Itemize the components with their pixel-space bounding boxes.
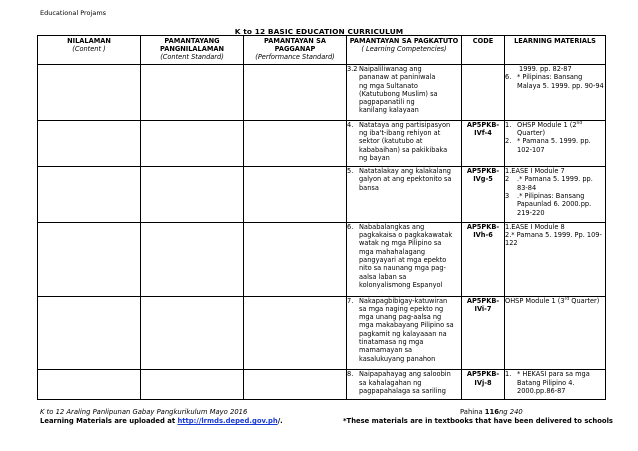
competency-line: nito sa naunang mga pag- — [359, 264, 446, 273]
col-header-sub: (Content Standard) — [160, 53, 224, 61]
material-item — [505, 167, 605, 175]
competency-line: bansa — [359, 183, 379, 192]
col-header-learning-materials — [505, 36, 606, 65]
code-line: AP5PKB- — [466, 370, 500, 379]
col-header-performance-standard — [244, 36, 347, 65]
col-header-content-standard — [141, 36, 244, 65]
code-cell — [462, 222, 505, 296]
code-line: IVh-6 — [473, 231, 493, 240]
material-number: 2. — [505, 137, 512, 146]
competency-line: Nakapagbibigay-katuwiran — [359, 296, 448, 305]
material-number: 1. — [505, 370, 512, 379]
material-text — [517, 175, 605, 192]
material-text — [519, 65, 605, 73]
material-item — [505, 223, 605, 231]
col-header-main: NILALAMAN — [67, 37, 111, 45]
col-header-content — [38, 36, 141, 65]
material-item — [505, 73, 605, 90]
empty-cell — [244, 222, 347, 296]
code-line: AP5PKB- — [466, 120, 500, 129]
competency-line: mga mahahalagang — [359, 247, 426, 256]
col-header-main: CODE — [472, 37, 494, 45]
curriculum-table — [37, 35, 606, 400]
material-text-main: 2.* Pamana 5. 1999. Pp. 109-122 — [505, 231, 602, 248]
competency-cell — [347, 167, 462, 223]
code-line: IVi-7 — [474, 304, 492, 313]
empty-cell — [141, 65, 244, 121]
code-line: IVg-5 — [473, 175, 493, 184]
competency-line: galyon at ang epektonito sa — [359, 175, 452, 184]
col-header-code — [462, 36, 505, 65]
header-row — [38, 36, 606, 65]
upload-prefix: Learning Materials are uploaded at — [40, 417, 178, 425]
material-item — [505, 231, 605, 248]
footer-page-number — [460, 408, 523, 416]
empty-cell — [244, 120, 347, 167]
materials-cell — [505, 296, 606, 370]
competency-line: kolonyalismong Espanyol — [359, 280, 443, 289]
page-prefix: Pahina — [460, 408, 485, 416]
table-row — [38, 370, 606, 400]
ordinal-suffix: nd — [576, 120, 583, 126]
empty-cell — [244, 65, 347, 121]
material-text-main: * HEKASI para sa mga Batang Pilipino 4. 2000.pp.86-87 — [517, 370, 590, 395]
competency-text — [359, 297, 461, 363]
footer-upload-note — [40, 417, 283, 425]
empty-cell — [38, 296, 141, 370]
empty-cell — [141, 167, 244, 223]
material-item — [505, 370, 605, 395]
col-header-main: LEARNING MATERIALS — [514, 37, 596, 45]
competency-line: pagkamit ng kalayaaan na — [359, 329, 447, 338]
competency-cell — [347, 296, 462, 370]
document-title: K to 12 BASIC EDUCATION CURRICULUM — [234, 27, 404, 36]
code-cell — [462, 370, 505, 400]
competency-number: 7. — [347, 296, 354, 305]
competency-cell — [347, 222, 462, 296]
materials-cell — [505, 370, 606, 400]
competency-line: pananaw at paniniwala — [359, 73, 436, 82]
competency-line: Nababalangkas ang — [359, 222, 425, 231]
empty-cell — [141, 222, 244, 296]
empty-cell — [38, 120, 141, 167]
competency-number: 3.2 — [347, 65, 358, 73]
empty-cell — [141, 120, 244, 167]
competency-line: kanilang kalayaan — [359, 106, 419, 115]
material-text-after: Quarter) — [569, 296, 600, 305]
material-item — [505, 65, 605, 73]
table-row — [38, 222, 606, 296]
code-line: AP5PKB- — [466, 222, 500, 231]
code-cell — [462, 296, 505, 370]
material-text-main: 1999. pp. 82-87 — [519, 65, 572, 73]
competency-line: Naipapahayag ang saloobin — [359, 370, 451, 379]
material-text — [517, 73, 605, 90]
empty-cell — [38, 167, 141, 223]
competency-line: kasalukuyang panahon — [359, 354, 436, 363]
competency-line: pagpapahalaga sa sariling — [359, 386, 446, 395]
empty-cell — [244, 167, 347, 223]
material-text-main: 1.EASE I Module 7 — [505, 167, 565, 176]
empty-cell — [38, 370, 141, 400]
material-text-main: .* Pamana 5. 1999. pp. 83-84 — [517, 175, 593, 192]
competency-line: pagkakaisa o pagkakawatak — [359, 231, 453, 240]
competency-line: Natatalakay ang kalakalang — [359, 167, 451, 176]
code-line: IVf-4 — [474, 128, 492, 137]
lrmds-link[interactable]: http://lrmds.deped.gov.ph — [177, 417, 278, 425]
col-header-main: PAMANTAYANG PANGNILALAMAN — [159, 37, 225, 53]
material-text-main: 1.EASE I Module 8 — [505, 222, 565, 231]
col-header-main: PAMANTAYAN SA PAGGANAP — [264, 37, 326, 53]
code-line: AP5PKB- — [466, 296, 500, 305]
competency-text — [359, 167, 461, 192]
material-text-after: Quarter) — [517, 128, 546, 137]
competency-line: mamamayan sa — [359, 346, 413, 355]
materials-cell — [505, 120, 606, 167]
code-cell — [462, 65, 505, 121]
footer-textbook-note: *These materials are in textbooks that have been delivered to schools — [343, 417, 613, 425]
code-line: AP5PKB- — [466, 167, 500, 176]
upload-suffix: /. — [277, 417, 283, 425]
material-number: 6. — [505, 73, 512, 82]
competency-cell — [347, 370, 462, 400]
competency-cell — [347, 65, 462, 121]
material-text-main: .* Pilipinas: Bansang Papaunlad 6. 2000.pp. 219-220 — [517, 192, 592, 217]
code-cell — [462, 120, 505, 167]
competency-line: Natataya ang partisipasyon — [359, 120, 451, 129]
competency-line: aalsa laban sa — [359, 272, 407, 281]
material-text — [517, 121, 605, 138]
material-text — [517, 137, 605, 154]
competency-text — [359, 223, 461, 289]
competency-line: sa mga naging epekto ng — [359, 304, 444, 313]
competency-line: sa kahalagahan ng — [359, 378, 422, 387]
table-row — [38, 65, 606, 121]
competency-text — [359, 370, 461, 395]
material-text — [517, 370, 605, 395]
ordinal-suffix: rd — [564, 296, 570, 302]
competency-line: ng mga Sultanato — [359, 81, 418, 90]
material-item — [505, 192, 605, 217]
empty-cell — [141, 370, 244, 400]
material-item — [505, 137, 605, 154]
competency-line: tinatamasa ng mga — [359, 338, 424, 347]
material-text-main: * Pilipinas: Bansang Malaya 5. 1999. pp. 90-94 — [517, 73, 604, 90]
empty-cell — [38, 222, 141, 296]
table-row — [38, 296, 606, 370]
competency-number: 5. — [347, 167, 354, 176]
empty-cell — [141, 296, 244, 370]
materials-cell — [505, 222, 606, 296]
page-header-label: Educational Projams — [40, 9, 107, 17]
material-text — [517, 192, 605, 217]
competency-line: watak ng mga Pilipino sa — [359, 239, 442, 248]
table-row — [38, 120, 606, 167]
competency-text — [359, 121, 461, 162]
material-number: 1. — [505, 120, 512, 129]
col-header-sub: ( Learning Competencies) — [361, 45, 447, 53]
page-suffix: ng 240 — [499, 408, 523, 416]
competency-line: ng bayan — [359, 153, 390, 162]
material-item — [505, 297, 605, 305]
material-text — [505, 223, 605, 231]
competency-number: 4. — [347, 120, 354, 129]
competency-cell — [347, 120, 462, 167]
competency-line: Naipaliliwanag ang — [359, 65, 422, 73]
footer-guide-title: K to 12 Araling Panlipunan Gabay Pangkurikulum Mayo 2016 — [40, 408, 248, 416]
page-num: 116 — [484, 408, 499, 416]
empty-cell — [244, 296, 347, 370]
competency-line: pangyayari at mga epekto — [359, 255, 447, 264]
empty-cell — [38, 65, 141, 121]
competency-line: kababaihan) sa pakikibaka — [359, 145, 448, 154]
material-item — [505, 175, 605, 192]
col-header-sub: (Content ) — [72, 45, 106, 53]
code-line: IVj-8 — [474, 378, 492, 387]
competency-line: sektor (katutubo at — [359, 137, 423, 146]
col-header-learning-competencies — [347, 36, 462, 65]
competency-line: ng iba't-ibang rehiyon at — [359, 128, 441, 137]
empty-cell — [244, 370, 347, 400]
competency-line: mga unang pag-aalsa ng — [359, 313, 442, 322]
material-text — [505, 231, 605, 248]
material-text — [505, 167, 605, 175]
table-row — [38, 167, 606, 223]
competency-line: (Katutubong Muslim) sa — [359, 89, 438, 98]
material-text-main: OHSP Module 1 (3 — [505, 296, 565, 305]
material-item — [505, 121, 605, 138]
col-header-main: PAMANTAYAN SA PAGKATUTO — [349, 37, 459, 45]
competency-number: 6. — [347, 222, 354, 231]
material-text — [505, 297, 605, 305]
material-text-main: OHSP Module 1 (2 — [517, 120, 577, 129]
code-cell — [462, 167, 505, 223]
material-number: 3 — [505, 192, 510, 201]
materials-cell — [505, 65, 606, 121]
material-text-main: * Pamana 5. 1999. pp. 102-107 — [517, 137, 591, 154]
competency-number: 8. — [347, 370, 354, 379]
competency-text — [359, 65, 461, 115]
competency-line: pagpapanatili ng — [359, 98, 415, 107]
material-number: 2 — [505, 175, 510, 184]
competency-line: mga makabayang Pilipino sa — [359, 321, 454, 330]
col-header-sub: (Performance Standard) — [255, 53, 335, 61]
materials-cell — [505, 167, 606, 223]
